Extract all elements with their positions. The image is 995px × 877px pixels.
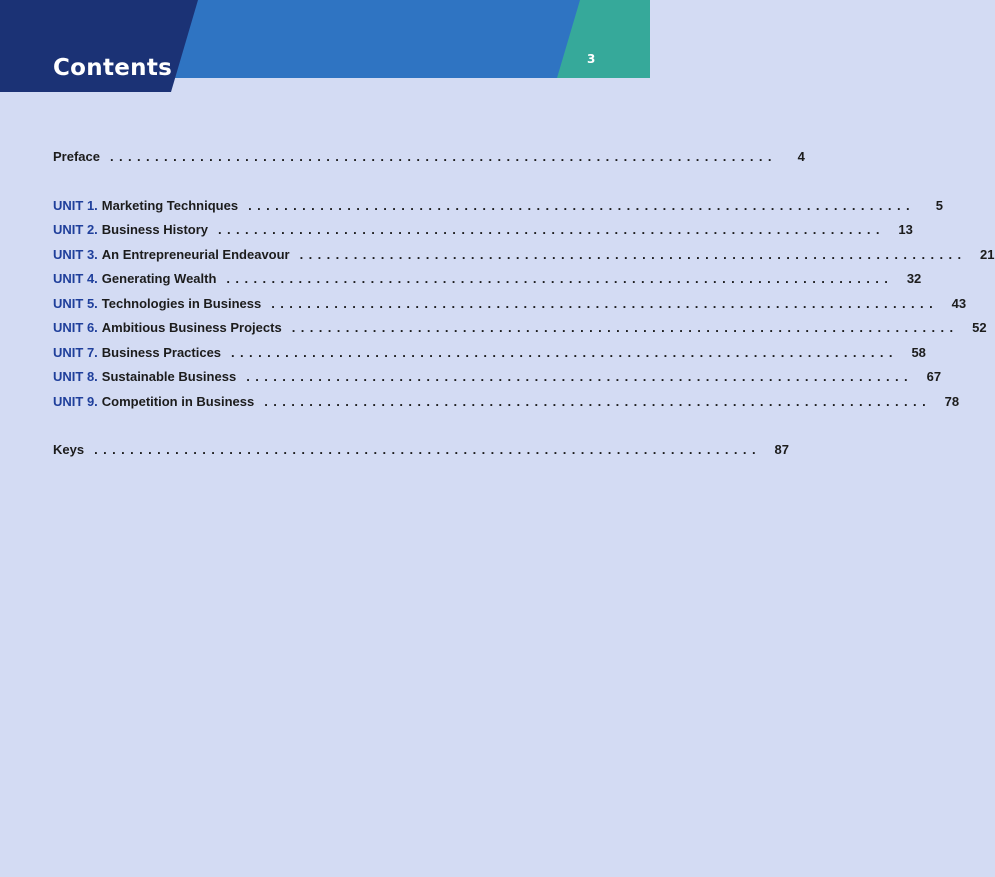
unit-number: UNIT 9.: [53, 393, 98, 409]
toc-row-unit-5[interactable]: [53, 292, 967, 317]
unit-number: UNIT 6.: [53, 320, 98, 335]
toc-page-number: 5: [935, 197, 943, 213]
toc-row-unit-9[interactable]: [53, 390, 960, 415]
dot-leader: ..........................................................................: [94, 442, 761, 457]
toc-row-unit-8[interactable]: [53, 365, 942, 390]
unit-title: Sustainable Business: [101, 369, 237, 384]
toc-row-unit-1[interactable]: [53, 194, 943, 219]
unit-number: UNIT 3.: [53, 246, 98, 262]
unit-number: UNIT 8.: [53, 369, 98, 384]
toc-page-number: 21: [980, 246, 995, 262]
toc-page-number: 87: [774, 442, 789, 457]
unit-title: Generating Wealth: [101, 271, 217, 286]
dot-leader: ..........................................................................: [231, 344, 898, 360]
toc-page-number: 4: [797, 149, 805, 164]
toc-row-unit-3[interactable]: [53, 243, 995, 268]
toc-page-number: 52: [972, 320, 987, 335]
dot-leader: ..........................................................................: [109, 149, 777, 164]
toc-row-unit-4[interactable]: [53, 267, 922, 292]
unit-number: UNIT 7.: [53, 344, 98, 360]
toc-page-number: 58: [911, 344, 926, 360]
dot-leader: ..........................................................................: [299, 246, 967, 262]
page-number: 3: [587, 52, 596, 66]
unit-title: Marketing Techniques: [101, 197, 239, 213]
toc-page-number: 78: [944, 393, 960, 409]
unit-number: UNIT 5.: [53, 295, 98, 311]
toc-page-number: 13: [898, 222, 913, 237]
toc-label: Keys: [53, 442, 85, 457]
unit-title: Technologies in Business: [101, 295, 262, 311]
unit-number: UNIT 1.: [53, 197, 98, 213]
dot-leader: ..........................................................................: [246, 369, 914, 384]
dot-leader: ..........................................................................: [264, 393, 932, 409]
dot-leader: ..........................................................................: [226, 271, 894, 286]
page-header: [0, 0, 650, 92]
unit-number: UNIT 2.: [53, 222, 98, 237]
dot-leader: ..........................................................................: [248, 197, 915, 213]
toc-row-unit-7[interactable]: [53, 341, 926, 366]
dot-leader: ..........................................................................: [218, 222, 885, 237]
unit-title: Business Practices: [101, 344, 222, 360]
toc-row-keys[interactable]: [53, 438, 789, 463]
unit-title: An Entrepreneurial Endeavour: [101, 246, 290, 262]
dot-leader: ..........................................................................: [271, 295, 939, 311]
dot-leader: ..........................................................................: [291, 320, 959, 335]
toc-row-unit-6[interactable]: [53, 316, 987, 341]
unit-number: UNIT 4.: [53, 271, 98, 286]
toc-page-number: 43: [951, 295, 967, 311]
toc-row-unit-2[interactable]: [53, 218, 913, 243]
table-of-contents: [53, 145, 995, 463]
toc-page-number: 32: [906, 271, 922, 286]
toc-page-number: 67: [926, 369, 942, 384]
unit-title: Ambitious Business Projects: [101, 320, 282, 335]
page-title: Contents: [53, 55, 173, 81]
toc-label: Preface: [53, 149, 100, 164]
unit-title: Business History: [101, 222, 208, 237]
unit-title: Competition in Business: [101, 393, 255, 409]
toc-row-preface[interactable]: [53, 145, 805, 170]
